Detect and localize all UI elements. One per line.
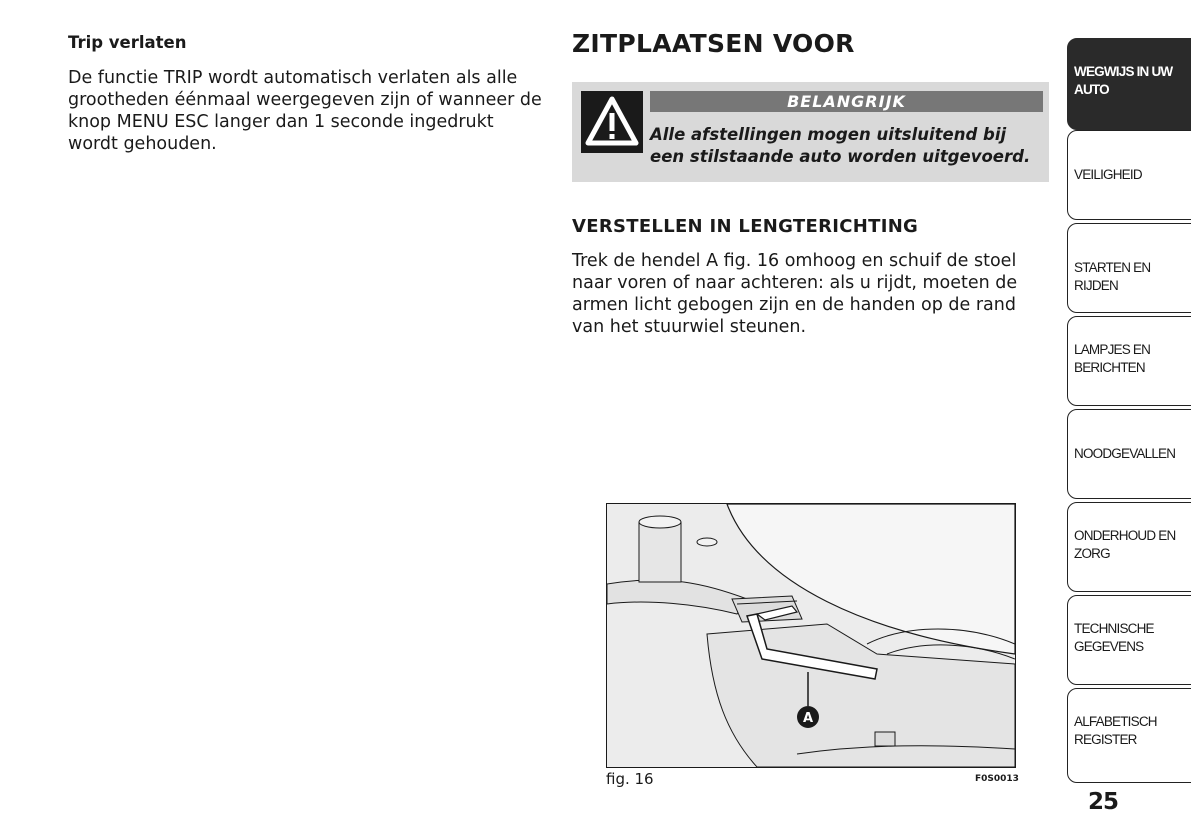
subsection-title: VERSTELLEN IN LENGTERICHTING xyxy=(572,216,919,237)
tab-lampjes-en-berichten[interactable] xyxy=(1067,316,1191,406)
tab-label: NOODGEVALLEN xyxy=(1074,446,1176,461)
page-number: 25 xyxy=(1088,789,1119,815)
tab-noodgevallen[interactable] xyxy=(1067,409,1191,499)
tab-label: VEILIGHEID xyxy=(1074,167,1142,182)
callout-a: A xyxy=(802,711,814,726)
section-title: ZITPLAATSEN VOOR xyxy=(572,29,855,58)
seat-lever-illustration xyxy=(606,503,1016,768)
tab-alfabetisch-register[interactable] xyxy=(1067,688,1191,783)
trip-heading: Trip verlaten xyxy=(68,33,187,52)
tab-label: LAMPJES EN BERICHTEN xyxy=(1074,342,1151,375)
figure-caption: fig. 16 xyxy=(606,770,654,788)
tab-label: TECHNISCHE GEGEVENS xyxy=(1074,621,1154,654)
warning-box xyxy=(572,82,1049,182)
tab-onderhoud-en-zorg[interactable] xyxy=(1067,502,1191,592)
tab-label: ONDERHOUD EN ZORG xyxy=(1074,528,1176,561)
tab-label: ALFABETISCH REGISTER xyxy=(1074,714,1157,747)
tab-veiligheid[interactable] xyxy=(1067,130,1191,220)
tab-technische-gegevens[interactable] xyxy=(1067,595,1191,685)
warning-triangle-icon xyxy=(581,91,643,153)
tab-label: WEGWIJS IN UW AUTO xyxy=(1074,64,1173,97)
figure-code: F0S0013 xyxy=(975,774,1019,784)
tab-wegwijs-in-uw-auto[interactable] xyxy=(1067,38,1191,130)
warning-text: Alle afstellingen mogen uitsluitend bij een stilstaande auto worden uitgevoerd. xyxy=(650,125,1031,166)
trip-body-text: De functie TRIP wordt automatisch verlaten als alle grootheden éénmaal weergegeven zijn of wanneer de knop MENU ESC langer dan 1 seconde ingedrukt wordt gehouden. xyxy=(68,68,542,154)
tab-starten-en-rijden[interactable] xyxy=(1067,223,1191,313)
subsection-body: Trek de hendel A fig. 16 omhoog en schuif de stoel naar voren of naar achteren: als u rijdt, moeten de armen licht gebogen zijn en de handen op de rand van het stuurwiel steunen. xyxy=(572,251,1018,337)
tab-label: STARTEN EN RIJDEN xyxy=(1074,260,1151,293)
warning-label: BELANGRIJK xyxy=(650,91,1043,112)
